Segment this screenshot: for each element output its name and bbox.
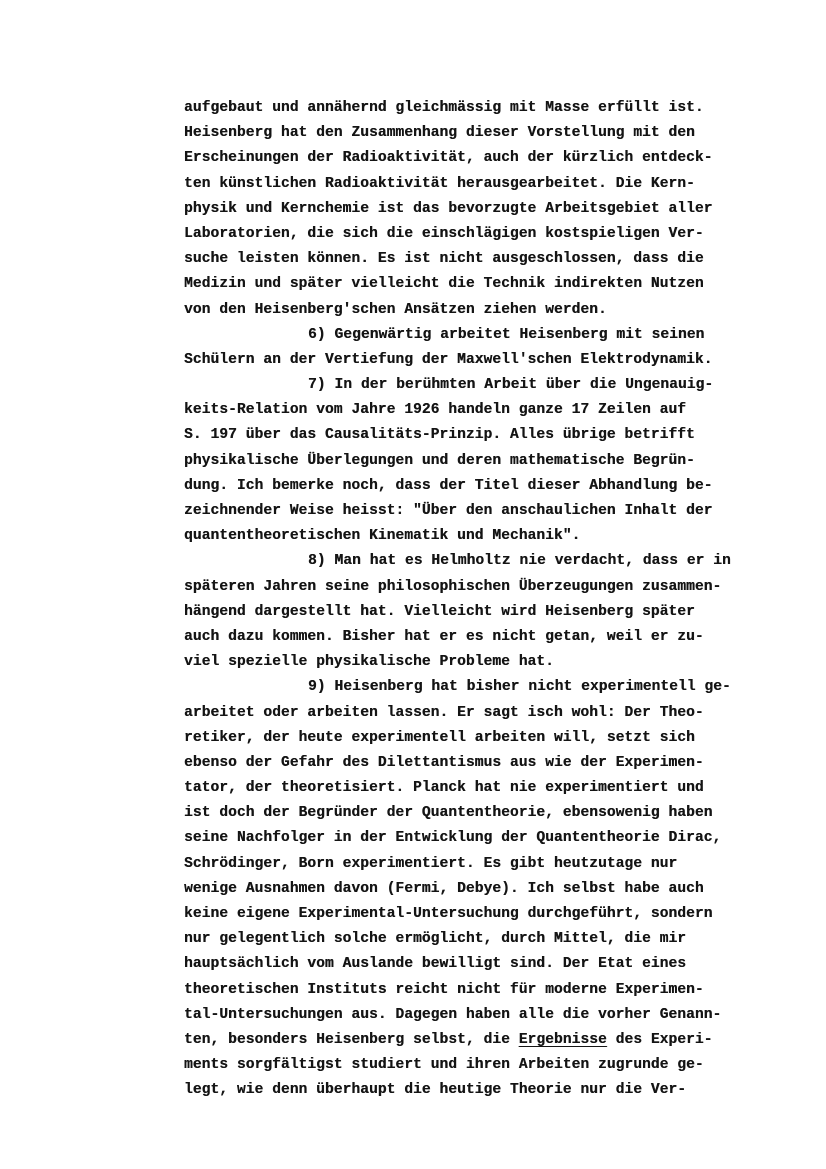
text-line: Laboratorien, die sich die einschlägigen kostspieligen Ver-	[184, 225, 704, 242]
text-line: Medizin und später vielleicht die Technik indirekten Nutzen	[184, 276, 704, 293]
text-line: Heisenberg hat den Zusammenhang dieser Vorstellung mit den	[184, 125, 695, 142]
text-line: viel spezielle physikalische Probleme hat.	[184, 654, 554, 671]
text-line: späteren Jahren seine philosophischen Überzeugungen zusammen-	[184, 578, 722, 595]
text-line: hängend dargestellt hat. Vielleicht wird Heisenberg später	[184, 603, 695, 620]
text-line: tator, der theoretisiert. Planck hat nie experimentiert und	[184, 780, 704, 797]
text-line: ist doch der Begründer der Quantentheorie, ebensowenig haben	[184, 805, 713, 822]
text-line: aufgebaut und annähernd gleichmässig mit Masse erfüllt ist.	[184, 100, 704, 116]
text-line: physikalische Überlegungen und deren mathematische Begrün-	[184, 452, 695, 469]
text-line: theoretischen Instituts reicht nicht für moderne Experimen-	[184, 981, 704, 998]
paragraph-6-start: 6) Gegenwärtig arbeitet Heisenberg mit seinen	[308, 326, 705, 343]
text-line: physik und Kernchemie ist das bevorzugte Arbeitsgebiet aller	[184, 200, 713, 217]
text-line: ments sorgfältigst studiert und ihren Arbeiten zugrunde ge-	[184, 1057, 704, 1074]
line-prefix: ten, besonders Heisenberg selbst, die	[184, 1031, 519, 1048]
text-line: S. 197 über das Causalitäts-Prinzip. Alles übrige betrifft	[184, 427, 695, 444]
text-line: keits-Relation vom Jahre 1926 handeln ganze 17 Zeilen auf	[184, 402, 687, 419]
paragraph-9-start: 9) Heisenberg hat bisher nicht experimentell ge-	[308, 679, 731, 696]
text-line: quantentheoretischen Kinematik und Mechanik".	[184, 528, 581, 545]
text-line: wenige Ausnahmen davon (Fermi, Debye). Ich selbst habe auch	[184, 880, 704, 897]
underlined-word: Ergebnisse	[518, 1031, 607, 1048]
text-line: hauptsächlich vom Auslande bewilligt sind. Der Etat eines	[184, 956, 687, 973]
text-line: ten künstlichen Radioaktivität herausgearbeitet. Die Kern-	[184, 175, 695, 192]
text-line: keine eigene Experimental-Untersuchung durchgeführt, sondern	[184, 906, 713, 922]
text-line: seine Nachfolger in der Entwicklung der Quantentheorie Dirac,	[184, 830, 722, 847]
paragraph-7-start: 7) In der berühmten Arbeit über die Ungenauig-	[308, 377, 714, 394]
text-line: Erscheinungen der Radioaktivität, auch der kürzlich entdeck-	[184, 150, 713, 167]
text-line-with-underline	[184, 1028, 814, 1053]
text-line: arbeitet oder arbeiten lassen. Er sagt isch wohl: Der Theo-	[184, 704, 704, 721]
text-line: dung. Ich bemerke noch, dass der Titel dieser Abhandlung be-	[184, 477, 713, 494]
text-line: von den Heisenberg'schen Ansätzen ziehen werden.	[184, 301, 607, 318]
body-text	[184, 96, 814, 1104]
line-suffix: des Experi-	[606, 1031, 713, 1048]
text-line: ebenso der Gefahr des Dilettantismus aus wie der Experimen-	[184, 754, 704, 771]
text-line: zeichnender Weise heisst: "Über den anschaulichen Inhalt der	[184, 503, 713, 519]
text-line: legt, wie denn überhaupt die heutige Theorie nur die Ver-	[184, 1082, 687, 1099]
text-line: Schrödinger, Born experimentiert. Es gibt heutzutage nur	[184, 855, 678, 872]
paragraph-8-start: 8) Man hat es Helmholtz nie verdacht, dass er in	[308, 553, 731, 570]
text-line: tal-Untersuchungen aus. Dagegen haben alle die vorher Genann-	[184, 1006, 722, 1023]
text-line: nur gelegentlich solche ermöglicht, durch Mittel, die mir	[184, 931, 687, 948]
text-line: retiker, der heute experimentell arbeiten will, setzt sich	[184, 729, 695, 746]
text-line: auch dazu kommen. Bisher hat er es nicht getan, weil er zu-	[184, 628, 704, 645]
text-line: suche leisten können. Es ist nicht ausgeschlossen, dass die	[184, 251, 704, 268]
text-line: Schülern an der Vertiefung der Maxwell'schen Elektrodynamik.	[184, 351, 713, 368]
